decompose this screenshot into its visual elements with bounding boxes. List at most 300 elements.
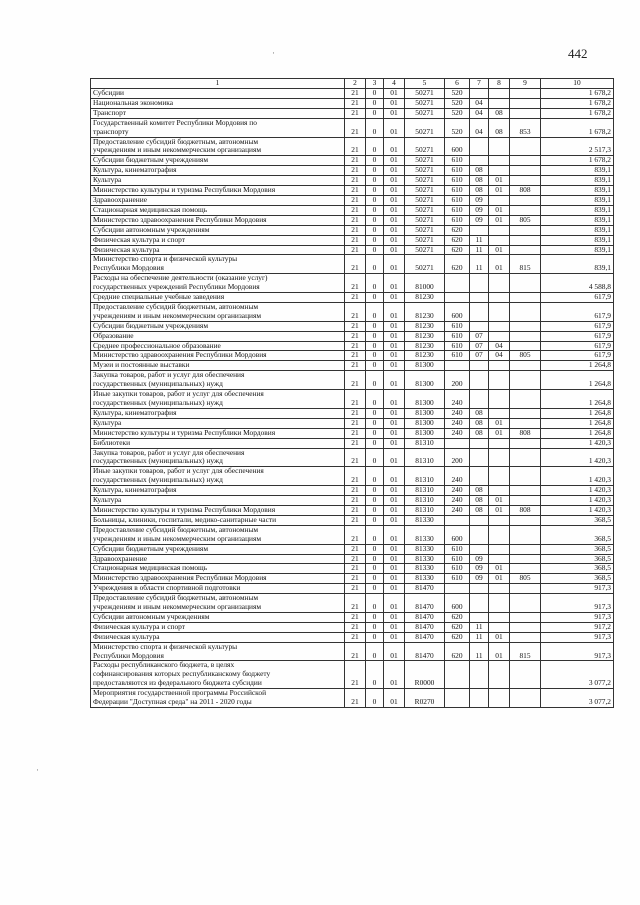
code-cell: 11 [470,235,489,245]
amount-cell: 1 264,8 [541,428,614,438]
row-name-cell: Субсидии [91,89,345,99]
code-cell: 600 [445,525,470,544]
code-cell [510,564,541,574]
row-name-cell: Физическая культура [91,632,345,642]
code-cell: 01 [384,176,405,186]
code-cell [510,293,541,303]
code-cell: 04 [470,98,489,108]
code-cell: 21 [345,108,366,118]
code-cell: 50271 [405,186,445,196]
code-cell: 0 [366,186,384,196]
code-cell: 07 [470,351,489,361]
code-cell: 01 [384,137,405,156]
code-cell: 610 [445,544,470,554]
code-cell: 21 [345,245,366,255]
code-cell: 21 [345,390,366,409]
code-cell [510,438,541,448]
code-cell: 240 [445,486,470,496]
code-cell: 01 [384,98,405,108]
code-cell [489,225,510,235]
code-cell [489,438,510,448]
amount-cell: 1 264,8 [541,390,614,409]
table-row [91,448,614,467]
code-cell: 01 [384,496,405,506]
code-cell [445,515,470,525]
code-cell [445,689,470,708]
code-cell: 240 [445,505,470,515]
code-cell: 81230 [405,321,445,331]
table-row [91,496,614,506]
code-cell [489,525,510,544]
code-cell: 81300 [405,408,445,418]
code-cell: 21 [345,438,366,448]
code-cell: 0 [366,255,384,274]
code-cell: 0 [366,594,384,613]
code-cell: 01 [384,89,405,99]
code-cell: 0 [366,195,384,205]
code-cell [489,89,510,99]
code-cell [489,661,510,689]
row-name-cell: Министерство здравоохранения Республики Мордовия [91,215,345,225]
amount-cell: 1 678,2 [541,156,614,166]
code-cell: 0 [366,574,384,584]
amount-cell: 368,5 [541,525,614,544]
code-cell: 09 [470,205,489,215]
row-name-cell: Закупка товаров, работ и услуг для обеспечения государственных (муниципальных) нужд [91,448,345,467]
code-cell [489,515,510,525]
code-cell: 805 [510,351,541,361]
code-cell [510,195,541,205]
code-cell [445,584,470,594]
code-cell: 04 [489,351,510,361]
code-cell [510,594,541,613]
code-cell [470,612,489,622]
code-cell: 81470 [405,584,445,594]
code-cell: 21 [345,118,366,137]
code-cell: 01 [384,418,405,428]
row-name-cell: Культура, кинематография [91,166,345,176]
code-cell: 0 [366,418,384,428]
code-cell: 08 [470,505,489,515]
code-cell [470,390,489,409]
code-cell: 01 [384,156,405,166]
amount-cell: 1 420,3 [541,467,614,486]
code-cell [445,274,470,293]
code-cell: 11 [470,642,489,661]
code-cell: 620 [445,622,470,632]
code-cell: 81330 [405,564,445,574]
amount-cell: 839,1 [541,245,614,255]
amount-cell: 368,5 [541,574,614,584]
code-cell [489,166,510,176]
code-cell: 0 [366,108,384,118]
code-cell: 08 [470,418,489,428]
code-cell: 81300 [405,390,445,409]
amount-cell: 839,1 [541,255,614,274]
code-cell: 08 [470,496,489,506]
code-cell: 81470 [405,612,445,622]
table-row [91,293,614,303]
row-name-cell: Библиотеки [91,438,345,448]
code-cell [470,274,489,293]
code-cell: 21 [345,195,366,205]
table-row [91,632,614,642]
code-cell [489,195,510,205]
row-name-cell: Иные закупки товаров, работ и услуг для обеспечения государственных (муниципальных) нужд [91,390,345,409]
code-cell: 01 [384,205,405,215]
amount-cell: 1 264,8 [541,371,614,390]
code-cell: R0000 [405,661,445,689]
code-cell: 01 [384,642,405,661]
code-cell: 08 [470,408,489,418]
code-cell [510,331,541,341]
code-cell: 50271 [405,176,445,186]
code-cell: 0 [366,554,384,564]
code-cell: 21 [345,408,366,418]
table-row [91,390,614,409]
row-name-cell: Предоставление субсидий бюджетным, автономным учреждениям и иным некоммерческим организациям [91,302,345,321]
code-cell [470,225,489,235]
code-cell [470,137,489,156]
column-header: 2 [345,79,366,89]
code-cell: 610 [445,186,470,196]
code-cell: 01 [489,428,510,438]
page-number: 442 [568,46,588,61]
code-cell: 81310 [405,467,445,486]
code-cell: 805 [510,574,541,584]
code-cell [510,321,541,331]
code-cell: 21 [345,418,366,428]
code-cell: 0 [366,438,384,448]
table-row [91,428,614,438]
code-cell: 620 [445,632,470,642]
code-cell: 01 [384,632,405,642]
amount-cell: 368,5 [541,554,614,564]
code-cell [510,689,541,708]
code-cell: 01 [384,594,405,613]
code-cell: 21 [345,255,366,274]
code-cell: 01 [384,408,405,418]
code-cell [510,408,541,418]
table-row [91,321,614,331]
code-cell: 600 [445,594,470,613]
table-row [91,622,614,632]
code-cell [489,302,510,321]
code-cell: 21 [345,564,366,574]
code-cell [510,166,541,176]
code-cell [510,176,541,186]
code-cell [510,612,541,622]
code-cell: 0 [366,544,384,554]
amount-cell: 917,3 [541,584,614,594]
column-header: 3 [366,79,384,89]
code-cell: 0 [366,89,384,99]
code-cell: 01 [384,351,405,361]
code-cell: 610 [445,205,470,215]
code-cell: 01 [489,496,510,506]
code-cell: 01 [384,564,405,574]
code-cell [510,302,541,321]
code-cell: 815 [510,642,541,661]
row-name-cell: Стационарная медицинская помощь [91,564,345,574]
code-cell: 01 [384,255,405,274]
code-cell [489,156,510,166]
amount-cell: 3 077,2 [541,689,614,708]
code-cell: 07 [470,331,489,341]
row-name-cell: Культура, кинематография [91,408,345,418]
code-cell [470,584,489,594]
code-cell [510,496,541,506]
column-header: 1 [91,79,345,89]
code-cell: 11 [470,632,489,642]
table-row [91,225,614,235]
code-cell [489,622,510,632]
code-cell: 04 [489,341,510,351]
table-row [91,564,614,574]
code-cell [510,274,541,293]
row-name-cell: Стационарная медицинская помощь [91,205,345,215]
code-cell: 620 [445,612,470,622]
code-cell: 01 [384,235,405,245]
code-cell [489,467,510,486]
code-cell: 21 [345,166,366,176]
code-cell [489,486,510,496]
amount-cell: 839,1 [541,205,614,215]
code-cell: 0 [366,632,384,642]
row-name-cell: Больницы, клиники, госпитали, медико-санитарные части [91,515,345,525]
table-row [91,274,614,293]
table-body [91,89,614,708]
column-header: 4 [384,79,405,89]
code-cell: 21 [345,642,366,661]
code-cell: 21 [345,515,366,525]
row-name-cell: Культура [91,496,345,506]
code-cell [510,235,541,245]
code-cell [510,448,541,467]
code-cell: 520 [445,89,470,99]
code-cell: 0 [366,245,384,255]
code-cell: 01 [384,321,405,331]
row-name-cell: Расходы республиканского бюджета, в целях софинансирования которых республиканскому бюджету предоставляются из федерального бюджета субсидии [91,661,345,689]
code-cell: 09 [470,564,489,574]
code-cell: 0 [366,371,384,390]
code-cell: 805 [510,215,541,225]
table-row [91,195,614,205]
code-cell [510,341,541,351]
code-cell [470,371,489,390]
table-row [91,515,614,525]
code-cell: 01 [489,574,510,584]
code-cell: 01 [384,486,405,496]
code-cell: 520 [445,108,470,118]
code-cell: 610 [445,554,470,564]
row-name-cell: Средние специальные учебные заведения [91,293,345,303]
code-cell: 610 [445,341,470,351]
code-cell: 0 [366,166,384,176]
amount-cell: 917,3 [541,632,614,642]
table-row [91,108,614,118]
code-cell: 01 [489,255,510,274]
code-cell: 81310 [405,496,445,506]
code-cell: 21 [345,137,366,156]
table-row [91,215,614,225]
code-cell: 07 [470,341,489,351]
code-cell [489,689,510,708]
table-row [91,137,614,156]
amount-cell: 617,9 [541,321,614,331]
code-cell: 808 [510,186,541,196]
code-cell: 0 [366,467,384,486]
table-row [91,544,614,554]
code-cell: 0 [366,408,384,418]
code-cell: 01 [489,176,510,186]
code-cell: 21 [345,584,366,594]
code-cell: 50271 [405,245,445,255]
code-cell: 0 [366,137,384,156]
code-cell: 21 [345,302,366,321]
code-cell: 81470 [405,632,445,642]
code-cell: 610 [445,564,470,574]
code-cell: 01 [384,371,405,390]
code-cell: 0 [366,293,384,303]
code-cell: 610 [445,195,470,205]
code-cell: 50271 [405,108,445,118]
amount-cell: 368,5 [541,515,614,525]
code-cell: 21 [345,428,366,438]
code-cell: 0 [366,351,384,361]
code-cell: 01 [384,245,405,255]
code-cell: 240 [445,390,470,409]
table-row [91,505,614,515]
code-cell [470,448,489,467]
row-name-cell: Предоставление субсидий бюджетным, автономным учреждениям и иным некоммерческим организациям [91,594,345,613]
code-cell [510,632,541,642]
code-cell [510,584,541,594]
code-cell: 81230 [405,302,445,321]
table-row [91,98,614,108]
code-cell: 81300 [405,371,445,390]
code-cell: 520 [445,98,470,108]
code-cell: 81470 [405,642,445,661]
code-cell [510,361,541,371]
code-cell [489,235,510,245]
code-cell: 08 [470,166,489,176]
code-cell: 01 [384,612,405,622]
code-cell: 200 [445,448,470,467]
code-cell: 09 [470,554,489,564]
row-name-cell: Предоставление субсидий бюджетным, автономным учреждениям и иным некоммерческим организациям [91,525,345,544]
row-name-cell: Образование [91,331,345,341]
code-cell: 08 [470,486,489,496]
code-cell: 01 [384,195,405,205]
code-cell [510,661,541,689]
code-cell: 01 [489,505,510,515]
code-cell: 520 [445,118,470,137]
budget-table [90,78,614,708]
code-cell: 620 [445,255,470,274]
amount-cell: 917,3 [541,594,614,613]
code-cell: 240 [445,408,470,418]
code-cell: 610 [445,321,470,331]
code-cell: 0 [366,361,384,371]
code-cell: 01 [384,341,405,351]
code-cell: 50271 [405,205,445,215]
code-cell: 620 [445,225,470,235]
table-row [91,176,614,186]
row-name-cell: Министерство здравоохранения Республики Мордовия [91,574,345,584]
row-name-cell: Культура [91,418,345,428]
code-cell [445,438,470,448]
code-cell: 50271 [405,195,445,205]
code-cell: 01 [384,215,405,225]
code-cell: 81310 [405,438,445,448]
code-cell: 81470 [405,594,445,613]
amount-cell: 1 678,2 [541,108,614,118]
code-cell: 21 [345,361,366,371]
code-cell: 620 [445,642,470,661]
code-cell: 21 [345,205,366,215]
code-cell: 21 [345,235,366,245]
code-cell [489,274,510,293]
code-cell: 08 [489,108,510,118]
code-cell: 21 [345,689,366,708]
code-cell [489,361,510,371]
code-cell: 240 [445,428,470,438]
code-cell: 81000 [405,274,445,293]
amount-cell: 617,9 [541,293,614,303]
code-cell: 240 [445,467,470,486]
code-cell [510,525,541,544]
row-name-cell: Культура, кинематография [91,486,345,496]
amount-cell: 839,1 [541,176,614,186]
code-cell [489,390,510,409]
code-cell [489,594,510,613]
code-cell [489,331,510,341]
row-name-cell: Министерство культуры и туризма Республики Мордовия [91,186,345,196]
code-cell: 50271 [405,166,445,176]
code-cell: 21 [345,351,366,361]
code-cell: 81330 [405,525,445,544]
code-cell: 01 [384,505,405,515]
row-name-cell: Иные закупки товаров, работ и услуг для обеспечения государственных (муниципальных) нужд [91,467,345,486]
code-cell: 50271 [405,89,445,99]
code-cell: 0 [366,515,384,525]
amount-cell: 839,1 [541,195,614,205]
code-cell: 0 [366,98,384,108]
code-cell: 01 [384,554,405,564]
code-cell: 240 [445,496,470,506]
amount-cell: 917,3 [541,642,614,661]
code-cell: 21 [345,467,366,486]
amount-cell: 839,1 [541,186,614,196]
row-name-cell: Государственный комитет Республики Мордовия по транспорту [91,118,345,137]
table-row [91,661,614,689]
code-cell [489,321,510,331]
code-cell: 0 [366,642,384,661]
row-name-cell: Субсидии бюджетным учреждениям [91,321,345,331]
code-cell: 21 [345,661,366,689]
code-cell [470,438,489,448]
code-cell: 21 [345,554,366,564]
code-cell: 81310 [405,505,445,515]
code-cell: 08 [489,118,510,137]
row-name-cell: Министерство культуры и туризма Республики Мордовия [91,505,345,515]
code-cell: 01 [384,438,405,448]
code-cell: 01 [384,689,405,708]
code-cell: 21 [345,594,366,613]
code-cell: 600 [445,302,470,321]
header-row [91,79,614,89]
